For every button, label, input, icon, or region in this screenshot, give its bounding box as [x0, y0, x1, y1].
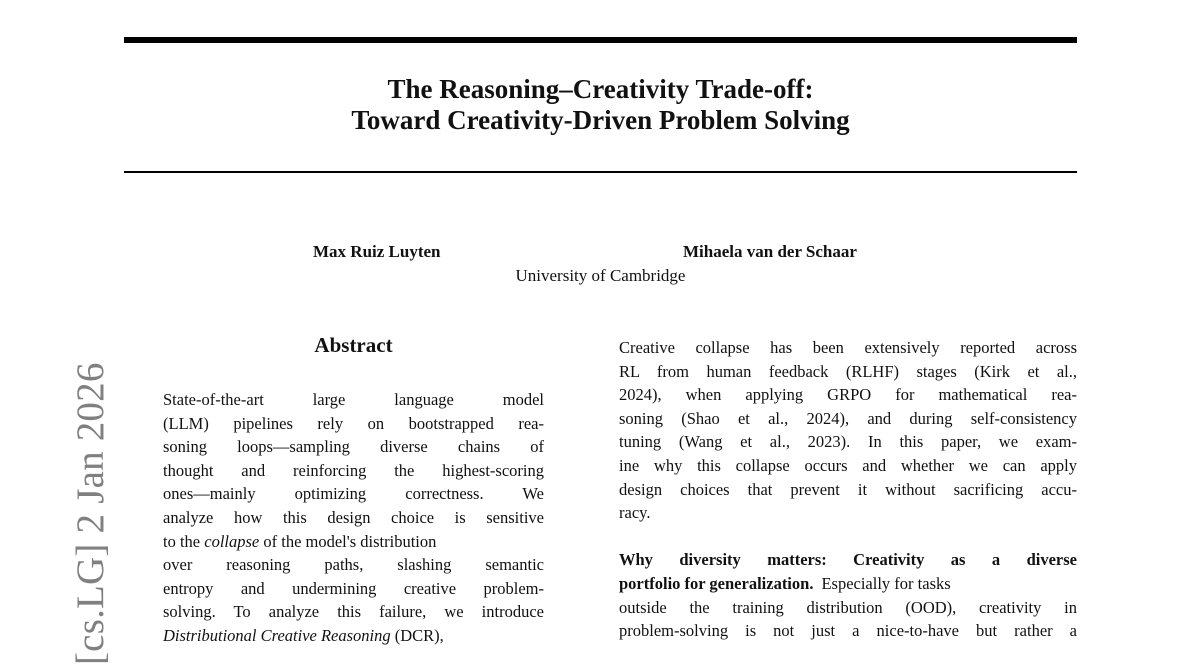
paper-title [124, 74, 1077, 136]
body-text: Especially for tasks [821, 573, 951, 593]
arxiv-stamp: [cs.LG] 2 Jan 2026 [69, 362, 112, 665]
title-line-1: The Reasoning–Creativity Trade-off: [387, 74, 814, 104]
abstract-line: entropy and undermining creative problem- [163, 578, 544, 598]
abstract-line: State-of-the-art large language model [163, 390, 544, 409]
abstract-line: (LLM) pipelines rely on bootstrapped rea- [163, 413, 544, 433]
top-rule [124, 37, 1077, 43]
body-line: tuning (Wang et al., 2023). In this paper, we exam- [619, 432, 1077, 452]
abstract-text: to the [163, 531, 205, 551]
title-bottom-rule [124, 171, 1077, 173]
body-line: 2024), when applying GRPO for mathematical rea- [619, 385, 1077, 405]
body-line: racy. [619, 503, 651, 523]
paragraph-gap [619, 525, 1077, 549]
body-line: ine why this collapse occurs and whether we can apply [619, 455, 1077, 475]
abstract-line: ones—mainly optimizing correctness. We [163, 484, 544, 504]
abstract-body [163, 388, 544, 648]
abstract-line: soning loops—sampling diverse chains of [163, 437, 544, 457]
author-1: Max Ruiz Luyten [313, 242, 441, 261]
section-heading-line: Why diversity matters: Creativity as a diverse [619, 550, 1077, 570]
abstract-line [163, 530, 544, 554]
body-line: design choices that prevent it without sacrificing accu- [619, 479, 1077, 499]
affiliation: University of Cambridge [515, 266, 686, 285]
body-line: problem-solving is not just a nice-to-have but rather a [619, 621, 1077, 641]
body-line: RL from human feedback (RLHF) stages (Kirk et al., [619, 361, 1077, 381]
abstract-line: thought and reinforcing the highest-scoring [163, 460, 544, 480]
abstract-line: solving. To analyze this failure, we introduce [163, 602, 544, 622]
abstract-heading: Abstract [314, 333, 393, 357]
abstract-text: (DCR), [390, 625, 444, 645]
abstract-line [163, 624, 544, 648]
abstract-emphasis: collapse [204, 531, 260, 551]
abstract-line: analyze how this design choice is sensitive [163, 507, 544, 527]
title-line-2: Toward Creativity-Driven Problem Solving [351, 105, 850, 135]
body-line: Creative collapse has been extensively reported across [619, 338, 1077, 357]
abstract-text: of the model's distribution [259, 531, 437, 551]
abstract-line: over reasoning paths, slashing semantic [163, 555, 544, 575]
author-2: Mihaela van der Schaar [683, 242, 857, 261]
section-heading-line: portfolio for generalization. [619, 573, 814, 593]
body-line: outside the training distribution (OOD), creativity in [619, 597, 1077, 617]
body-line [619, 572, 1077, 596]
body-line: soning (Shao et al., 2024), and during self-consistency [619, 408, 1077, 428]
intro-column [619, 336, 1077, 643]
abstract-emphasis: Distributional Creative Reasoning [163, 625, 391, 645]
